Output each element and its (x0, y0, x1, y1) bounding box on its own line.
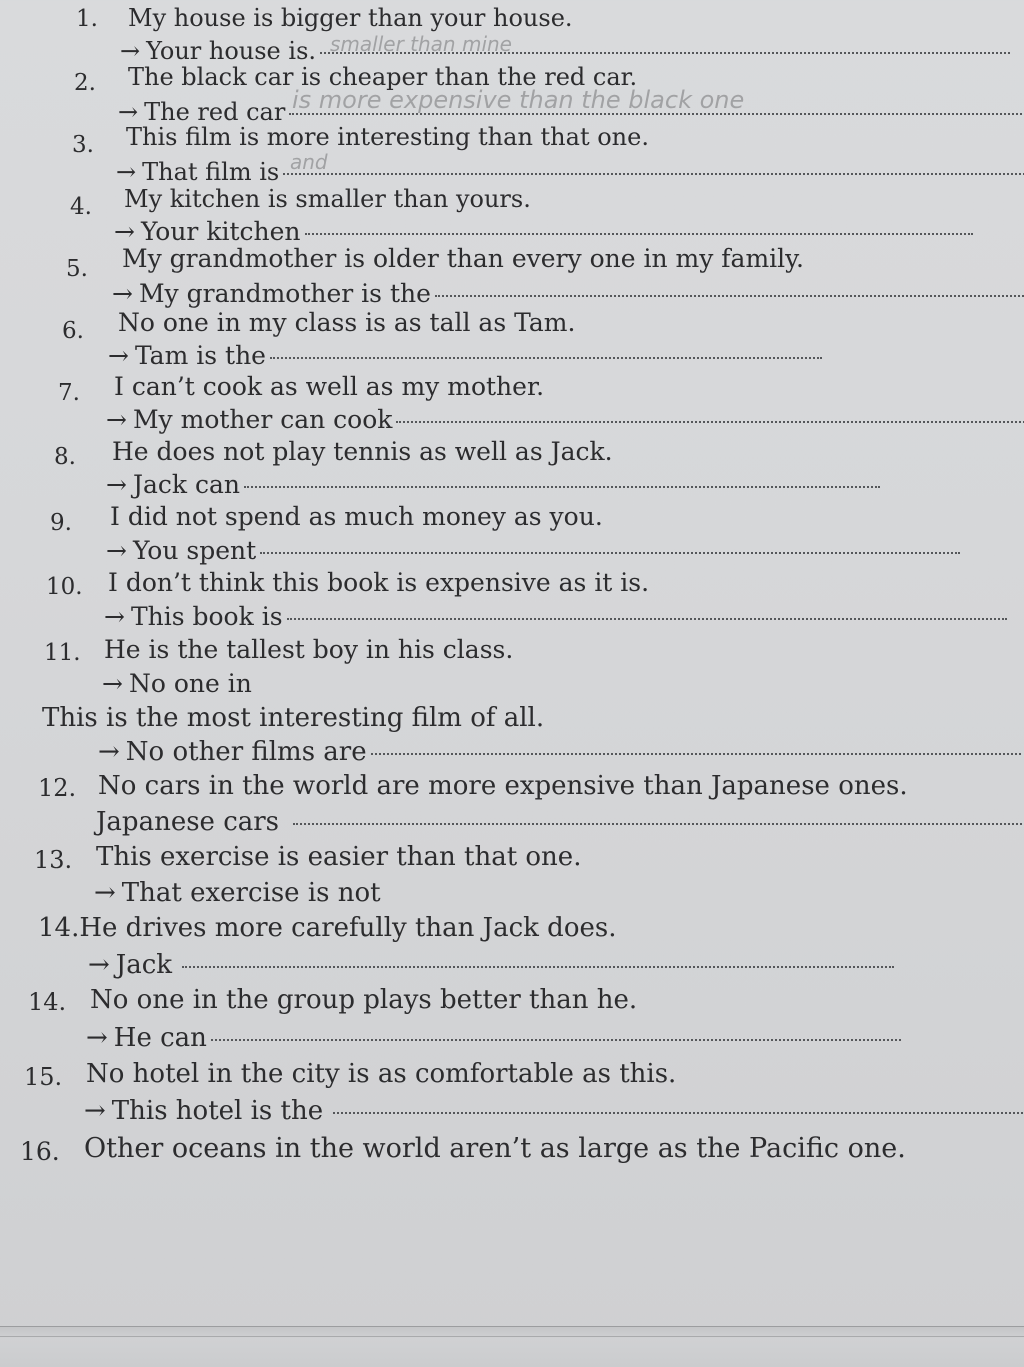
item-number: 11. (44, 640, 81, 666)
arrow-icon: → (88, 950, 110, 980)
answer-line (104, 602, 1007, 632)
answer-blank[interactable] (211, 1039, 901, 1041)
arrow-icon: → (114, 217, 135, 246)
page-fold (0, 1326, 1024, 1367)
handwritten-answer: and (290, 150, 328, 174)
item-sentence: No cars in the world are more expensive than Japanese ones. (98, 771, 908, 801)
item-sentence: He does not play tennis as well as Jack. (112, 437, 613, 466)
item-sentence: My kitchen is smaller than yours. (124, 185, 531, 213)
item-sentence: I did not spend as much money as you. (110, 502, 603, 531)
answer-blank[interactable] (182, 966, 894, 968)
item-number: 6. (62, 318, 84, 344)
item-number: 2. (74, 70, 96, 96)
answer-prompt: My grandmother is the (138, 279, 431, 308)
answer-prompt: Japanese cars (96, 807, 280, 837)
answer-blank[interactable] (244, 486, 880, 488)
answer-line (106, 405, 1024, 435)
item-number: 9. (50, 510, 72, 536)
answer-prompt: No other films are (125, 737, 367, 767)
answer-line (88, 950, 894, 980)
answer-line (94, 878, 381, 908)
item-number: 4. (70, 194, 92, 220)
answer-line (98, 737, 1021, 767)
item-sentence: My house is bigger than your house. (128, 4, 573, 32)
answer-prompt: This hotel is the (111, 1096, 324, 1126)
arrow-icon: → (112, 279, 133, 308)
answer-prompt: Your kitchen (140, 217, 301, 246)
arrow-icon: → (106, 405, 127, 434)
answer-prompt: You spent (132, 536, 257, 565)
arrow-icon: → (86, 1023, 108, 1053)
item-sentence: I don’t think this book is expensive as it is. (108, 568, 650, 597)
item-heading (38, 913, 616, 943)
item-number: 3. (72, 132, 94, 158)
answer-line (102, 669, 252, 699)
item-sentence: He is the tallest boy in his class. (104, 635, 514, 664)
answer-blank[interactable] (305, 233, 973, 235)
item-sentence: I can’t cook as well as my mother. (114, 372, 545, 401)
arrow-icon: → (108, 341, 129, 370)
item-number: 15. (24, 1063, 63, 1091)
item-number: 1. (76, 6, 98, 32)
arrow-icon: → (84, 1096, 106, 1126)
item-number: 14. (38, 913, 80, 943)
answer-prompt: He can (113, 1023, 207, 1053)
item-sentence: No hotel in the city is as comfortable as this. (86, 1059, 677, 1089)
item-sentence: No one in the group plays better than he. (90, 985, 638, 1015)
item-sentence: My grandmother is older than every one in my family. (122, 244, 804, 273)
answer-prompt: This book is (130, 602, 283, 631)
answer-prompt: Jack can (132, 470, 240, 499)
answer-blank[interactable] (260, 552, 960, 554)
answer-blank[interactable] (283, 173, 1024, 175)
arrow-icon: → (120, 37, 141, 65)
answer-line (86, 1023, 901, 1053)
item-sentence: The black car is cheaper than the red car. (128, 63, 638, 91)
answer-prompt: No one in (128, 669, 252, 698)
arrow-icon: → (94, 878, 116, 908)
answer-blank[interactable] (396, 421, 1024, 423)
item-number: 5. (66, 256, 88, 282)
answer-line (106, 470, 880, 500)
item-sentence: This is the most interesting film of all. (42, 703, 545, 733)
item-sentence: This film is more interesting than that one. (126, 123, 649, 151)
answer-blank[interactable] (435, 295, 1024, 297)
answer-line (116, 157, 1024, 187)
item-number: 8. (54, 444, 76, 470)
answer-blank[interactable] (333, 1112, 1023, 1114)
answer-prompt: That exercise is not (121, 878, 381, 908)
item-sentence: No one in my class is as tall as Tam. (118, 308, 576, 337)
answer-line (96, 807, 1024, 837)
item-sentence: This exercise is easier than that one. (96, 842, 582, 872)
item-sentence: He drives more carefully than Jack does. (79, 913, 617, 943)
arrow-icon: → (102, 669, 123, 698)
answer-line (108, 341, 822, 371)
answer-line (84, 1096, 1023, 1126)
answer-prompt: Jack (115, 950, 173, 980)
item-sentence: Other oceans in the world aren’t as large as the Pacific one. (84, 1133, 906, 1164)
answer-line (112, 279, 1024, 309)
answer-line (106, 536, 960, 566)
page-edge-line (0, 1336, 1024, 1337)
item-number: 12. (38, 774, 77, 802)
arrow-icon: → (106, 536, 127, 565)
item-number: 7. (58, 380, 80, 406)
answer-prompt: The red car (144, 98, 286, 126)
item-number: 10. (46, 574, 83, 600)
answer-prompt: Tam is the (134, 341, 266, 370)
answer-prompt: My mother can cook (132, 405, 393, 434)
item-number: 13. (34, 846, 73, 874)
answer-blank[interactable] (293, 823, 1024, 825)
answer-blank[interactable] (371, 753, 1021, 755)
arrow-icon: → (104, 602, 125, 631)
answer-blank[interactable] (287, 618, 1007, 620)
handwritten-answer: smaller than mine (330, 32, 512, 56)
answer-line (114, 217, 973, 247)
item-number: 16. (20, 1137, 60, 1166)
arrow-icon: → (118, 98, 139, 126)
item-number: 14. (28, 988, 67, 1016)
arrow-icon: → (98, 737, 120, 767)
answer-prompt: Your house is. (146, 37, 317, 65)
answer-blank[interactable] (270, 357, 822, 359)
arrow-icon: → (116, 158, 137, 186)
handwritten-answer: is more expensive than the black one (292, 86, 745, 114)
arrow-icon: → (106, 470, 127, 499)
answer-prompt: That film is (142, 158, 280, 186)
